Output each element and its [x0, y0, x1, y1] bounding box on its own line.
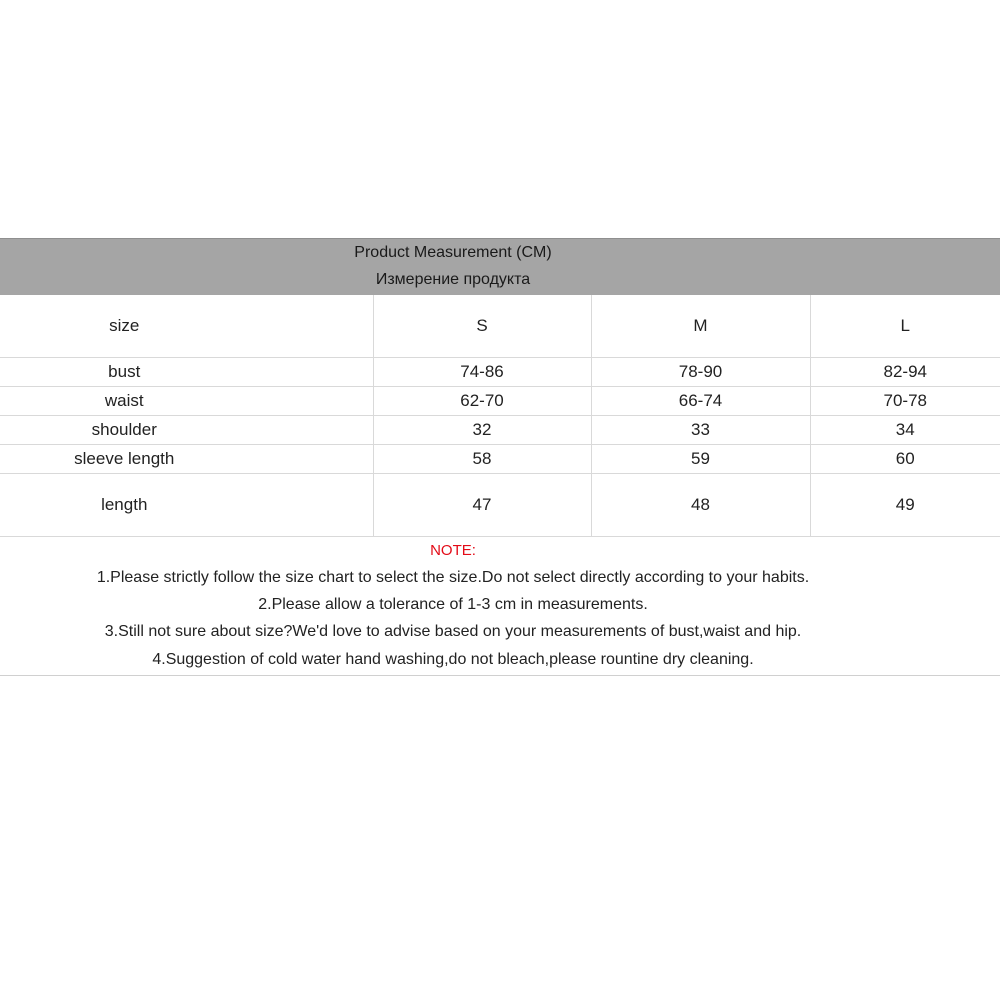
- note-item-1: 1.Please strictly follow the size chart to select the size.Do not select directly according to your habits.: [96, 569, 810, 586]
- column-header-l: L: [810, 295, 1000, 358]
- row-label: shoulder: [0, 416, 373, 445]
- note-title: NOTE:: [430, 542, 476, 559]
- header-title-russian: Измерение продукта: [375, 271, 531, 288]
- table-cell: 82-94: [810, 358, 1000, 387]
- notes-section: [0, 537, 1000, 676]
- table-cell: 49: [810, 474, 1000, 537]
- note-item-2: 2.Please allow a tolerance of 1-3 cm in measurements.: [258, 596, 648, 613]
- size-chart: [0, 238, 1000, 676]
- row-label: sleeve length: [0, 445, 373, 474]
- column-header-size: size: [0, 295, 373, 358]
- table-row-bust: [0, 358, 1000, 387]
- table-cell: 58: [373, 445, 591, 474]
- note-item-3: 3.Still not sure about size?We'd love to advise based on your measurements of bust,waist and hip.: [104, 623, 802, 640]
- table-cell: 33: [591, 416, 810, 445]
- table-cell: 66-74: [591, 387, 810, 416]
- table-cell: 78-90: [591, 358, 810, 387]
- table-cell: 47: [373, 474, 591, 537]
- column-header-s: S: [373, 295, 591, 358]
- table-header-row: [0, 295, 1000, 358]
- table-cell: 62-70: [373, 387, 591, 416]
- table-cell: 74-86: [373, 358, 591, 387]
- table-cell: 34: [810, 416, 1000, 445]
- table-cell: 70-78: [810, 387, 1000, 416]
- table-row-waist: [0, 387, 1000, 416]
- chart-header: [0, 238, 1000, 295]
- column-header-m: M: [591, 295, 810, 358]
- table-row-sleeve-length: [0, 445, 1000, 474]
- table-row-length: [0, 474, 1000, 537]
- row-label: bust: [0, 358, 373, 387]
- row-label: length: [0, 474, 373, 537]
- row-label: waist: [0, 387, 373, 416]
- table-cell: 60: [810, 445, 1000, 474]
- table-cell: 48: [591, 474, 810, 537]
- measurement-table: [0, 295, 1000, 537]
- table-cell: 32: [373, 416, 591, 445]
- header-title-english: Product Measurement (CM): [354, 244, 552, 261]
- note-item-4: 4.Suggestion of cold water hand washing,do not bleach,please rountine dry cleaning.: [152, 651, 754, 668]
- table-cell: 59: [591, 445, 810, 474]
- table-row-shoulder: [0, 416, 1000, 445]
